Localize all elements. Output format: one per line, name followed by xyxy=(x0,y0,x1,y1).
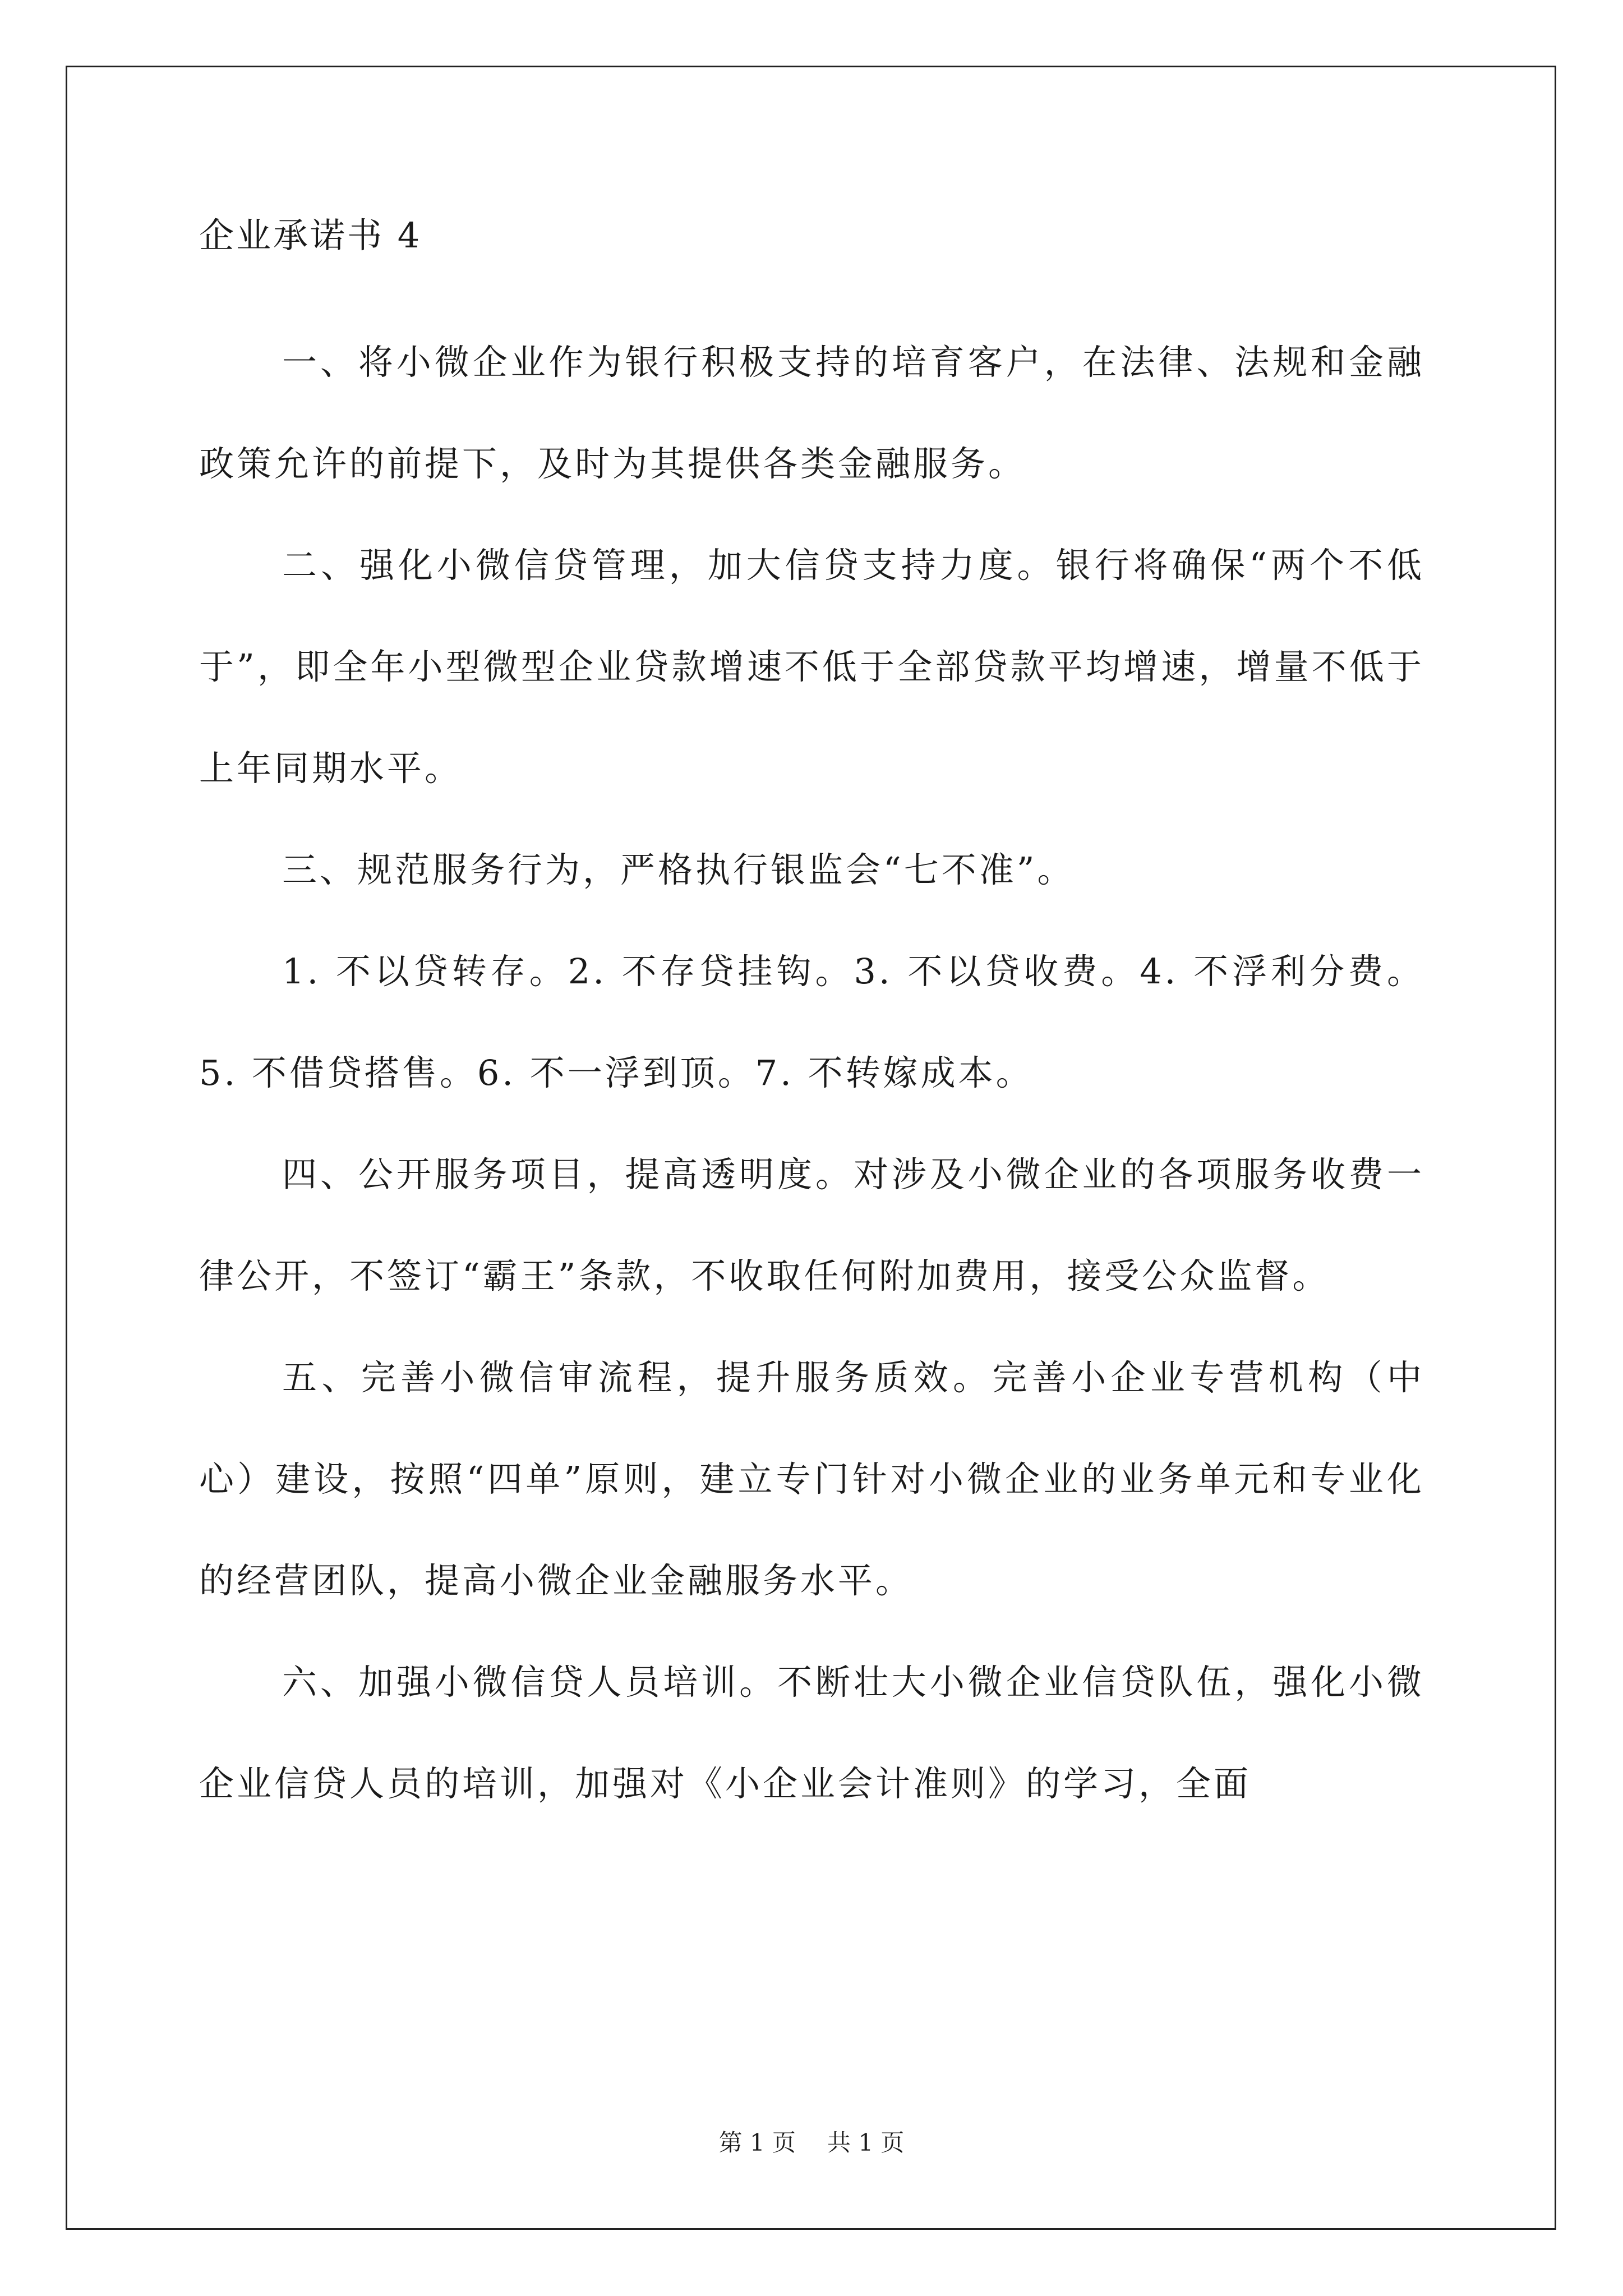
document-body xyxy=(199,213,1424,1834)
paragraph-5: 四、公开服务项目，提高透明度。对涉及小微企业的各项服务收费一律公开，不签订“霸王”条款，不收取任何附加费用，接受公众监督。 xyxy=(199,1154,1424,1296)
page-number-current: 第 1 页 xyxy=(718,2129,796,2156)
page-number-total: 共 1 页 xyxy=(827,2129,905,2156)
paragraph-4: 1. 不以贷转存。2. 不存贷挂钩。3. 不以贷收费。4. 不浮利分费。5. 不借贷搭售。6. 不一浮到顶。7. 不转嫁成本。 xyxy=(199,951,1424,1093)
page-footer xyxy=(0,2126,1623,2160)
document-title: 企业承诺书 4 xyxy=(199,215,422,256)
paragraph-6: 五、完善小微信审流程，提升服务质效。完善小企业专营机构（中心）建设，按照“四单”原则，建立专门针对小微企业的业务单元和专业化的经营团队，提高小微企业金融服务水平。 xyxy=(199,1357,1424,1601)
paragraph-2: 二、强化小微信贷管理，加大信贷支持力度。银行将确保“两个不低于”，即全年小型微型企业贷款增速不低于全部贷款平均增速，增量不低于上年同期水平。 xyxy=(199,545,1424,789)
paragraph-3: 三、规范服务行为，严格执行银监会“七不准”。 xyxy=(282,849,1075,890)
paragraph-1: 一、将小微企业作为银行积极支持的培育客户，在法律、法规和金融政策允许的前提下，及时为其提供各类金融服务。 xyxy=(199,342,1424,484)
paragraph-7: 六、加强小微信贷人员培训。不断壮大小微企业信贷队伍，强化小微企业信贷人员的培训，加强对《小企业会计准则》的学习，全面 xyxy=(199,1662,1424,1804)
